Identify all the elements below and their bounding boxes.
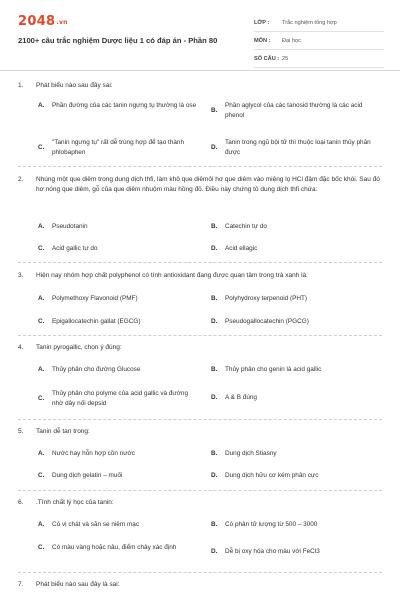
option-b[interactable]: [211, 294, 373, 304]
question-number: 7.: [18, 581, 24, 588]
option-c[interactable]: [38, 244, 200, 254]
option-letter: B.: [211, 106, 218, 114]
meta-row-class: [254, 14, 384, 32]
meta-value: Trắc nghiệm tổng hợp: [282, 19, 337, 26]
question-text: Phát biểu nào sau đây sai:: [36, 82, 113, 89]
option-letter: D.: [211, 143, 218, 151]
option-letter: B.: [211, 450, 218, 457]
question-divider: [18, 572, 382, 573]
question-2: [18, 175, 382, 195]
option-a[interactable]: [38, 294, 200, 304]
document-header: [0, 0, 400, 71]
option-text: Pseudotanin: [52, 223, 88, 230]
question-divider: [18, 419, 382, 420]
option-text: Epigallocatechin gallat (EGCG): [52, 318, 141, 325]
option-letter: C.: [38, 472, 45, 479]
meta-row-count: [254, 50, 384, 68]
option-letter: B.: [211, 223, 218, 230]
option-letter: D.: [211, 472, 218, 479]
option-letter: C.: [38, 143, 45, 151]
option-letter: A.: [38, 521, 45, 528]
option-c[interactable]: [38, 317, 200, 327]
question-number: 2.: [18, 176, 24, 183]
question-text: Phát biểu nào sau đây là sai:: [36, 581, 120, 588]
question-1: [18, 81, 382, 91]
option-text: Polyhydroxy terpenoid (PHT): [225, 295, 308, 302]
option-letter: D.: [211, 548, 218, 555]
option-text: Có vị chát và săn se niêm mạc: [52, 521, 140, 528]
option-letter: B.: [211, 366, 218, 373]
question-divider: [18, 166, 382, 167]
meta-value: Đại học: [282, 37, 301, 44]
question-6: [18, 498, 382, 508]
option-d[interactable]: [211, 138, 373, 157]
option-d[interactable]: [211, 317, 373, 327]
option-c[interactable]: [38, 389, 200, 408]
option-text: Polymethoxy Flavonoid (PMF): [52, 295, 138, 302]
option-a[interactable]: [38, 101, 200, 111]
option-b[interactable]: [211, 365, 373, 375]
option-d[interactable]: [211, 471, 373, 481]
option-text: "Tanin ngưng tụ" rất dễ trùng hợp để tạo thành phlobaphen: [52, 139, 185, 156]
option-text: Phần aglycol của các tanosid thường là các acid phenol: [225, 102, 363, 119]
option-letter: C.: [38, 394, 45, 402]
question-5: [18, 427, 382, 437]
question-number: 6.: [18, 499, 24, 506]
option-text: Có phân tử lượng từ 500 – 3000: [225, 521, 318, 528]
option-c[interactable]: [38, 543, 200, 553]
option-text: Pseudogallocatechin (PGCG): [225, 318, 309, 325]
option-text: Nước hay hỗn hợp cồn nước: [52, 450, 135, 457]
option-b[interactable]: [211, 520, 373, 530]
option-letter: A.: [38, 450, 45, 457]
option-letter: A.: [38, 223, 45, 230]
option-text: A & B đúng: [225, 394, 257, 401]
page-title: 2100+ câu trắc nghiệm Dược liệu 1 có đáp án - Phần 80: [18, 36, 218, 45]
option-a[interactable]: [38, 365, 200, 375]
option-text: Acid gallic tự do: [52, 245, 98, 252]
site-logo[interactable]: [18, 14, 68, 29]
option-a[interactable]: [38, 222, 200, 232]
option-letter: B.: [211, 521, 218, 528]
question-text: Tanin pyrogallic, chọn ý đúng:: [36, 344, 122, 351]
question-3: [18, 271, 382, 281]
option-text: Thủy phân cho genin là acid gallic: [225, 366, 322, 373]
question-text: Tanin dễ tan trong:: [36, 428, 90, 435]
option-text: Catechin tự do: [225, 223, 267, 230]
logo-suffix: .vn: [56, 19, 68, 26]
question-text: Hiện nay nhóm hợp chất polyphenol có tính antioxidant đang được quan tâm trong trà xanh là:: [36, 272, 308, 279]
question-number: 1.: [18, 82, 24, 89]
option-text: Acid ellagic: [225, 245, 258, 252]
meta-value: 25: [282, 55, 289, 62]
option-letter: B.: [211, 295, 218, 302]
option-c[interactable]: [38, 138, 200, 157]
meta-label: MÔN :: [254, 37, 271, 44]
option-letter: C.: [38, 245, 45, 252]
question-number: 4.: [18, 344, 24, 351]
question-text: .Tính chất lý học của tanin:: [36, 499, 114, 506]
meta-label: LỚP :: [254, 19, 270, 26]
question-divider: [18, 335, 382, 336]
option-a[interactable]: [38, 449, 200, 459]
option-a[interactable]: [38, 520, 200, 530]
option-text: Dễ bị oxy hóa cho màu với FeCl3: [225, 548, 320, 555]
option-letter: D.: [211, 394, 218, 401]
option-letter: D.: [211, 318, 218, 325]
option-letter: C.: [38, 318, 45, 325]
option-b[interactable]: [211, 222, 373, 232]
option-letter: D.: [211, 245, 218, 252]
option-text: Thủy phân cho đường Glucose: [52, 366, 141, 373]
option-d[interactable]: [211, 547, 373, 557]
option-text: Có màu vàng hoặc nâu, điểm chảy xác định: [52, 544, 177, 551]
question-7: [18, 580, 382, 590]
question-4: [18, 343, 382, 353]
option-text: Phần đường của các tanin ngưng tụ thường là ose: [52, 102, 197, 109]
option-text: Thủy phân cho polyme của acid gallic và đường nhờ dây nối depsid: [52, 390, 189, 407]
question-divider: [18, 262, 382, 263]
option-d[interactable]: [211, 393, 373, 403]
option-d[interactable]: [211, 244, 373, 254]
option-letter: A.: [38, 366, 45, 373]
question-divider: [18, 490, 382, 491]
option-text: Dung dịch hữu cơ kém phân cực: [225, 472, 319, 479]
option-letter: A.: [38, 102, 45, 109]
meta-row-subject: [254, 32, 384, 50]
option-text: Tanin trong ngũ bội tử thì thuộc loại tanin thủy phân được: [225, 139, 371, 156]
meta-table: [254, 14, 384, 68]
option-letter: C.: [38, 544, 45, 551]
question-number: 3.: [18, 272, 24, 279]
option-c[interactable]: [38, 471, 200, 481]
option-b[interactable]: [211, 101, 373, 120]
meta-label: SỐ CÂU :: [254, 55, 280, 62]
option-text: Dung dịch Stiasny: [225, 450, 277, 457]
question-text: Nhúng một que diêm trong dung dịch thfi, làm khô que diêmôi hơ que diêm vào miệng lọ HCl đậm đặc bốc khói. Sau đó hơ nóng que diêm, gỗ của que diêm nhuộm màu hồng đỏ. Điều này chứng tỏ dung dịch thfi chứa:: [36, 176, 380, 193]
option-letter: A.: [38, 295, 45, 302]
option-text: Dung dịch gelatin – muối: [52, 472, 123, 479]
question-number: 5.: [18, 428, 24, 435]
logo-text: 2048: [18, 14, 56, 29]
option-b[interactable]: [211, 449, 373, 459]
